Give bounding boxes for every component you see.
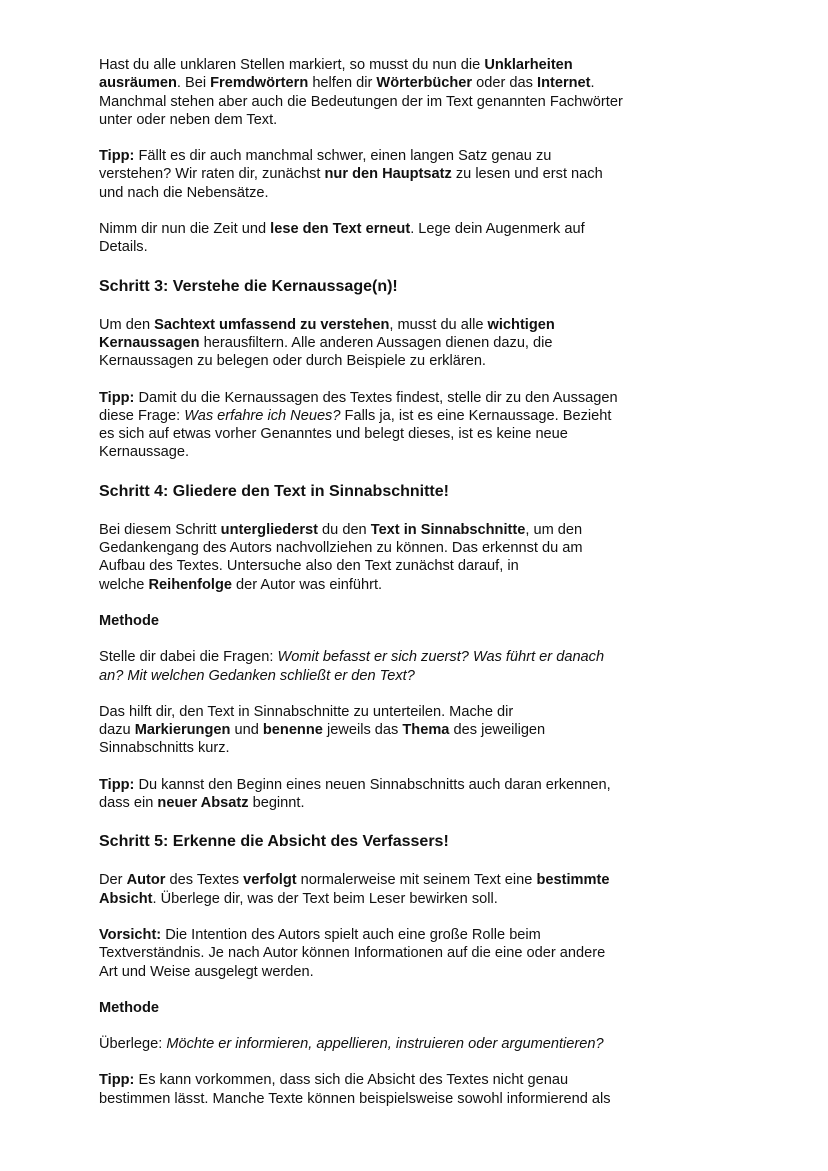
text-line: Stelle dir dabei die Fragen: Womit befasst er sich zuerst? Was führt er danach — [99, 649, 605, 666]
text-line: Tipp: Damit du die Kernaussagen des Textes findest, stelle dir zu den Aussagen — [99, 389, 618, 406]
paragraph-unklarheiten — [99, 56, 699, 129]
text-line: Tipp: Es kann vorkommen, dass sich die Absicht des Textes nicht genau — [99, 1072, 569, 1089]
text-line: Manchmal stehen aber auch die Bedeutungen der im Text genannten Fachwörter — [99, 93, 623, 110]
text-line: Bei diesem Schritt untergliederst du den Text in Sinnabschnitte, um den — [99, 521, 583, 538]
text-line: Überlege: Möchte er informieren, appellieren, instruieren oder argumentieren? — [99, 1036, 604, 1053]
text-line: Kernaussage. — [99, 444, 190, 461]
document-page — [99, 56, 699, 1108]
tip-hauptsatz — [99, 147, 699, 202]
text-line: Das hilft dir, den Text in Sinnabschnitte zu unterteilen. Mache dir — [99, 703, 514, 720]
text-line: Um den Sachtext umfassend zu verstehen, musst du alle wichtigen — [99, 316, 555, 333]
text-line: Details. — [99, 239, 148, 256]
tip-label: Tipp: — [99, 1072, 135, 1089]
text-line: Gedankengang des Autors nachvollziehen zu können. Das erkennst du am — [99, 540, 583, 557]
text-line: Kernaussagen herausfiltern. Alle anderen Aussagen dienen dazu, die — [99, 334, 553, 351]
text-line: diese Frage: Was erfahre ich Neues? Falls ja, ist es eine Kernaussage. Bezieht — [99, 407, 612, 424]
method-ueberlege — [99, 1035, 699, 1053]
text-line: an? Mit welchen Gedanken schließt er den Text? — [99, 667, 415, 684]
text-line: Sinnabschnitts kurz. — [99, 740, 230, 757]
text-line: ausräumen. Bei Fremdwörtern helfen dir Wörterbücher oder das Internet. — [99, 75, 595, 92]
method-heading: Methode — [99, 612, 159, 629]
tip-absicht — [99, 1071, 699, 1108]
tip-absatz — [99, 776, 699, 813]
text-line: Absicht. Überlege dir, was der Text beim Leser bewirken soll. — [99, 890, 498, 907]
text-line: bestimmen lässt. Manche Texte können beispielsweise sowohl informierend als — [99, 1090, 611, 1107]
text-line: Aufbau des Textes. Untersuche also den Text zunächst darauf, in — [99, 558, 519, 575]
text-line: Vorsicht: Die Intention des Autors spielt auch eine große Rolle beim — [99, 926, 541, 943]
paragraph-kernaussagen — [99, 316, 699, 371]
heading-step-5: Schritt 5: Erkenne die Absicht des Verfassers! — [99, 833, 449, 851]
text-line: unter oder neben dem Text. — [99, 111, 278, 128]
text-line: Textverständnis. Je nach Autor können Informationen auf die eine oder andere — [99, 945, 606, 962]
text-line: welche Reihenfolge der Autor was einführt. — [99, 576, 383, 593]
text-line: es sich auf etwas vorher Genanntes und belegt dieses, ist es keine neue — [99, 426, 568, 443]
tip-label: Tipp: — [99, 776, 135, 793]
text-line: dazu Markierungen und benenne jeweils das Thema des jeweiligen — [99, 722, 546, 739]
text-line: Tipp: Du kannst den Beginn eines neuen Sinnabschnitts auch daran erkennen, — [99, 776, 611, 793]
text-line: Nimm dir nun die Zeit und lese den Text erneut. Lege dein Augenmerk auf — [99, 221, 585, 238]
text-line: verstehen? Wir raten dir, zunächst nur den Hauptsatz zu lesen und erst nach — [99, 166, 603, 183]
text-line: Art und Weise ausgelegt werden. — [99, 963, 314, 980]
method-heading: Methode — [99, 999, 159, 1016]
text-line: und nach die Nebensätze. — [99, 184, 269, 201]
text-line: Der Autor des Textes verfolgt normalerweise mit seinem Text eine bestimmte — [99, 872, 610, 889]
caution-label: Vorsicht: — [99, 926, 162, 943]
method-fragen — [99, 648, 699, 685]
text-line: Tipp: Fällt es dir auch manchmal schwer, einen langen Satz genau zu — [99, 148, 552, 165]
heading-step-4: Schritt 4: Gliedere den Text in Sinnabschnitte! — [99, 482, 449, 500]
caution-intention — [99, 926, 699, 981]
heading-step-3: Schritt 3: Verstehe die Kernaussage(n)! — [99, 277, 398, 295]
text-line: Kernaussagen zu belegen oder durch Beispiele zu erklären. — [99, 353, 486, 370]
text-line: dass ein neuer Absatz beginnt. — [99, 795, 305, 812]
paragraph-sinnabschnitte — [99, 521, 699, 594]
paragraph-absicht — [99, 871, 699, 908]
tip-label: Tipp: — [99, 389, 135, 406]
paragraph-erneut-lesen — [99, 220, 699, 257]
paragraph-markierungen — [99, 703, 699, 758]
tip-label: Tipp: — [99, 148, 135, 165]
text-line: Hast du alle unklaren Stellen markiert, so musst du nun die Unklarheiten — [99, 57, 573, 73]
tip-kernaussagen — [99, 389, 699, 462]
